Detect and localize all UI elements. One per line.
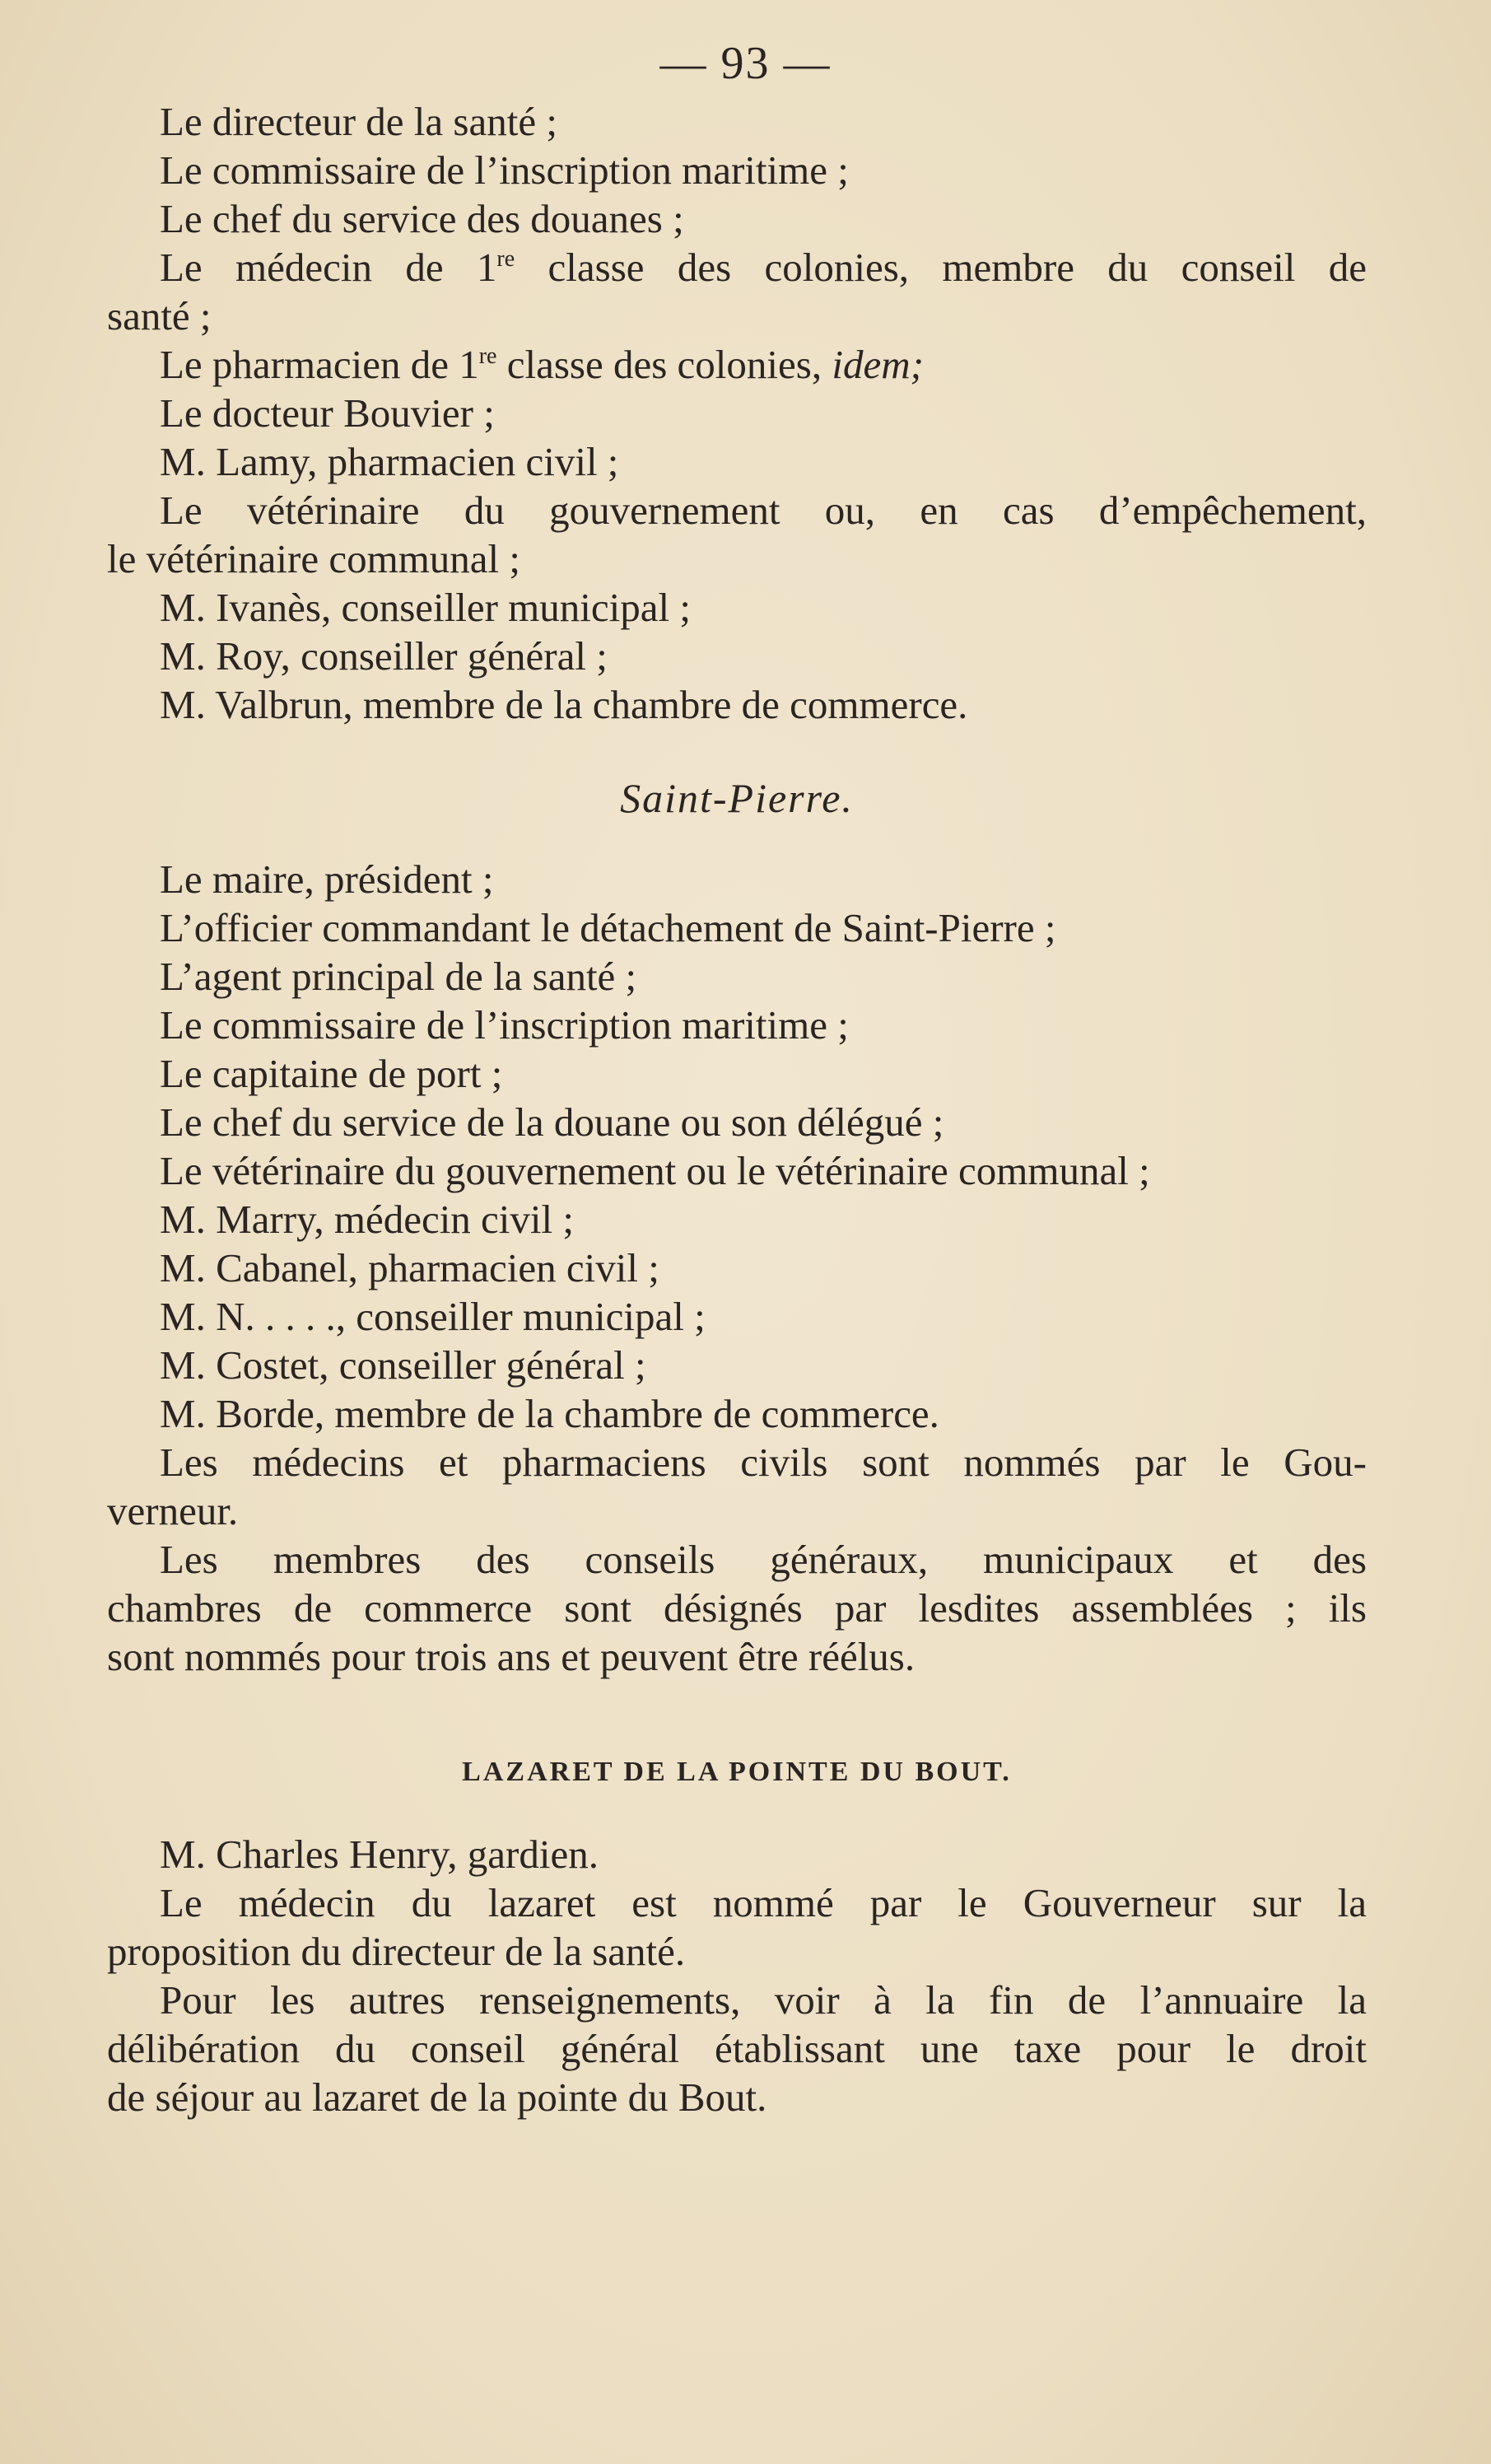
list-item: Le commissaire de l’inscription maritime ; xyxy=(160,147,849,193)
list-item: Le capitaine de port ; xyxy=(160,1051,503,1096)
paragraph-line: sont nommés pour trois ans et peuvent être réélus. xyxy=(107,1634,916,1679)
text-fragment: Le médecin de 1 xyxy=(160,245,497,290)
paragraph-line: de séjour au lazaret de la pointe du Bout. xyxy=(107,2074,767,2120)
section-heading-lazaret: LAZARET DE LA POINTE DU BOUT. xyxy=(462,1757,1012,1787)
text-fragment: Le pharmacien de 1 xyxy=(160,342,479,387)
list-item: Le maire, président ; xyxy=(160,856,494,902)
list-item: Le commissaire de l’inscription maritime ; xyxy=(160,1002,849,1048)
paragraph-line: chambres de commerce sont désignés par lesdites assemblées ; ils xyxy=(107,1585,1367,1631)
paragraph-line: Le médecin du lazaret est nommé par le Gouverneur sur la xyxy=(160,1880,1367,1925)
superscript: re xyxy=(496,246,515,272)
paragraph-line: Pour les autres renseignements, voir à la fin de l’annuaire la xyxy=(160,1977,1367,2023)
list-item: M. Costet, conseiller général ; xyxy=(160,1342,646,1388)
list-item: Le chef du service des douanes ; xyxy=(160,196,684,241)
text-fragment: classe des colonies, xyxy=(496,342,832,387)
paragraph-line: délibération du conseil général établissant une taxe pour le droit xyxy=(107,2026,1367,2071)
paragraph-line: Les membres des conseils généraux, municipaux et des xyxy=(160,1537,1367,1582)
list-item: Le chef du service de la douane ou son délégué ; xyxy=(160,1099,944,1145)
list-item: L’agent principal de la santé ; xyxy=(160,954,637,999)
paragraph-line: verneur. xyxy=(107,1488,239,1533)
list-item: Le docteur Bouvier ; xyxy=(160,390,495,436)
list-item-veterinaire: Le vétérinaire du gouvernement ou, en cas d’empêchement, xyxy=(160,488,1367,533)
list-item: M. Ivanès, conseiller municipal ; xyxy=(160,585,691,630)
list-item: Le directeur de la santé ; xyxy=(160,99,557,144)
saint-pierre-members-list xyxy=(107,855,1367,1681)
list-item-medecin xyxy=(107,243,1367,292)
superscript: re xyxy=(478,343,497,369)
list-item-continuation: le vétérinaire communal ; xyxy=(107,536,521,581)
section-heading-saint-pierre: Saint-Pierre. xyxy=(620,775,854,821)
paragraph-line: Les médecins et pharmaciens civils sont nommés par le Gou- xyxy=(160,1440,1367,1485)
lazaret-section xyxy=(107,1830,1367,2121)
page-number: — 93 — xyxy=(659,38,832,89)
list-item: M. Borde, membre de la chambre de commerce. xyxy=(160,1391,939,1436)
list-item-continuation: santé ; xyxy=(107,293,212,338)
list-item: M. Valbrun, membre de la chambre de commerce. xyxy=(160,682,968,727)
commission-members-list xyxy=(107,97,1367,729)
list-item: M. Marry, médecin civil ; xyxy=(160,1197,575,1242)
list-item: M. Roy, conseiller général ; xyxy=(160,633,608,679)
list-item: M. Charles Henry, gardien. xyxy=(160,1832,599,1877)
list-item: M. Lamy, pharmacien civil ; xyxy=(160,439,619,484)
list-item: Le vétérinaire du gouvernement ou le vétérinaire communal ; xyxy=(160,1148,1150,1193)
list-item: M. N. . . . ., conseiller municipal ; xyxy=(160,1294,706,1339)
list-item: M. Cabanel, pharmacien civil ; xyxy=(160,1245,659,1290)
italic-text: idem; xyxy=(832,342,924,387)
list-item: L’officier commandant le détachement de Saint-Pierre ; xyxy=(160,905,1056,950)
text-fragment: classe des colonies, membre du conseil de xyxy=(515,245,1367,290)
list-item-pharmacien xyxy=(107,340,1367,389)
paragraph-line: proposition du directeur de la santé. xyxy=(107,1929,686,1974)
